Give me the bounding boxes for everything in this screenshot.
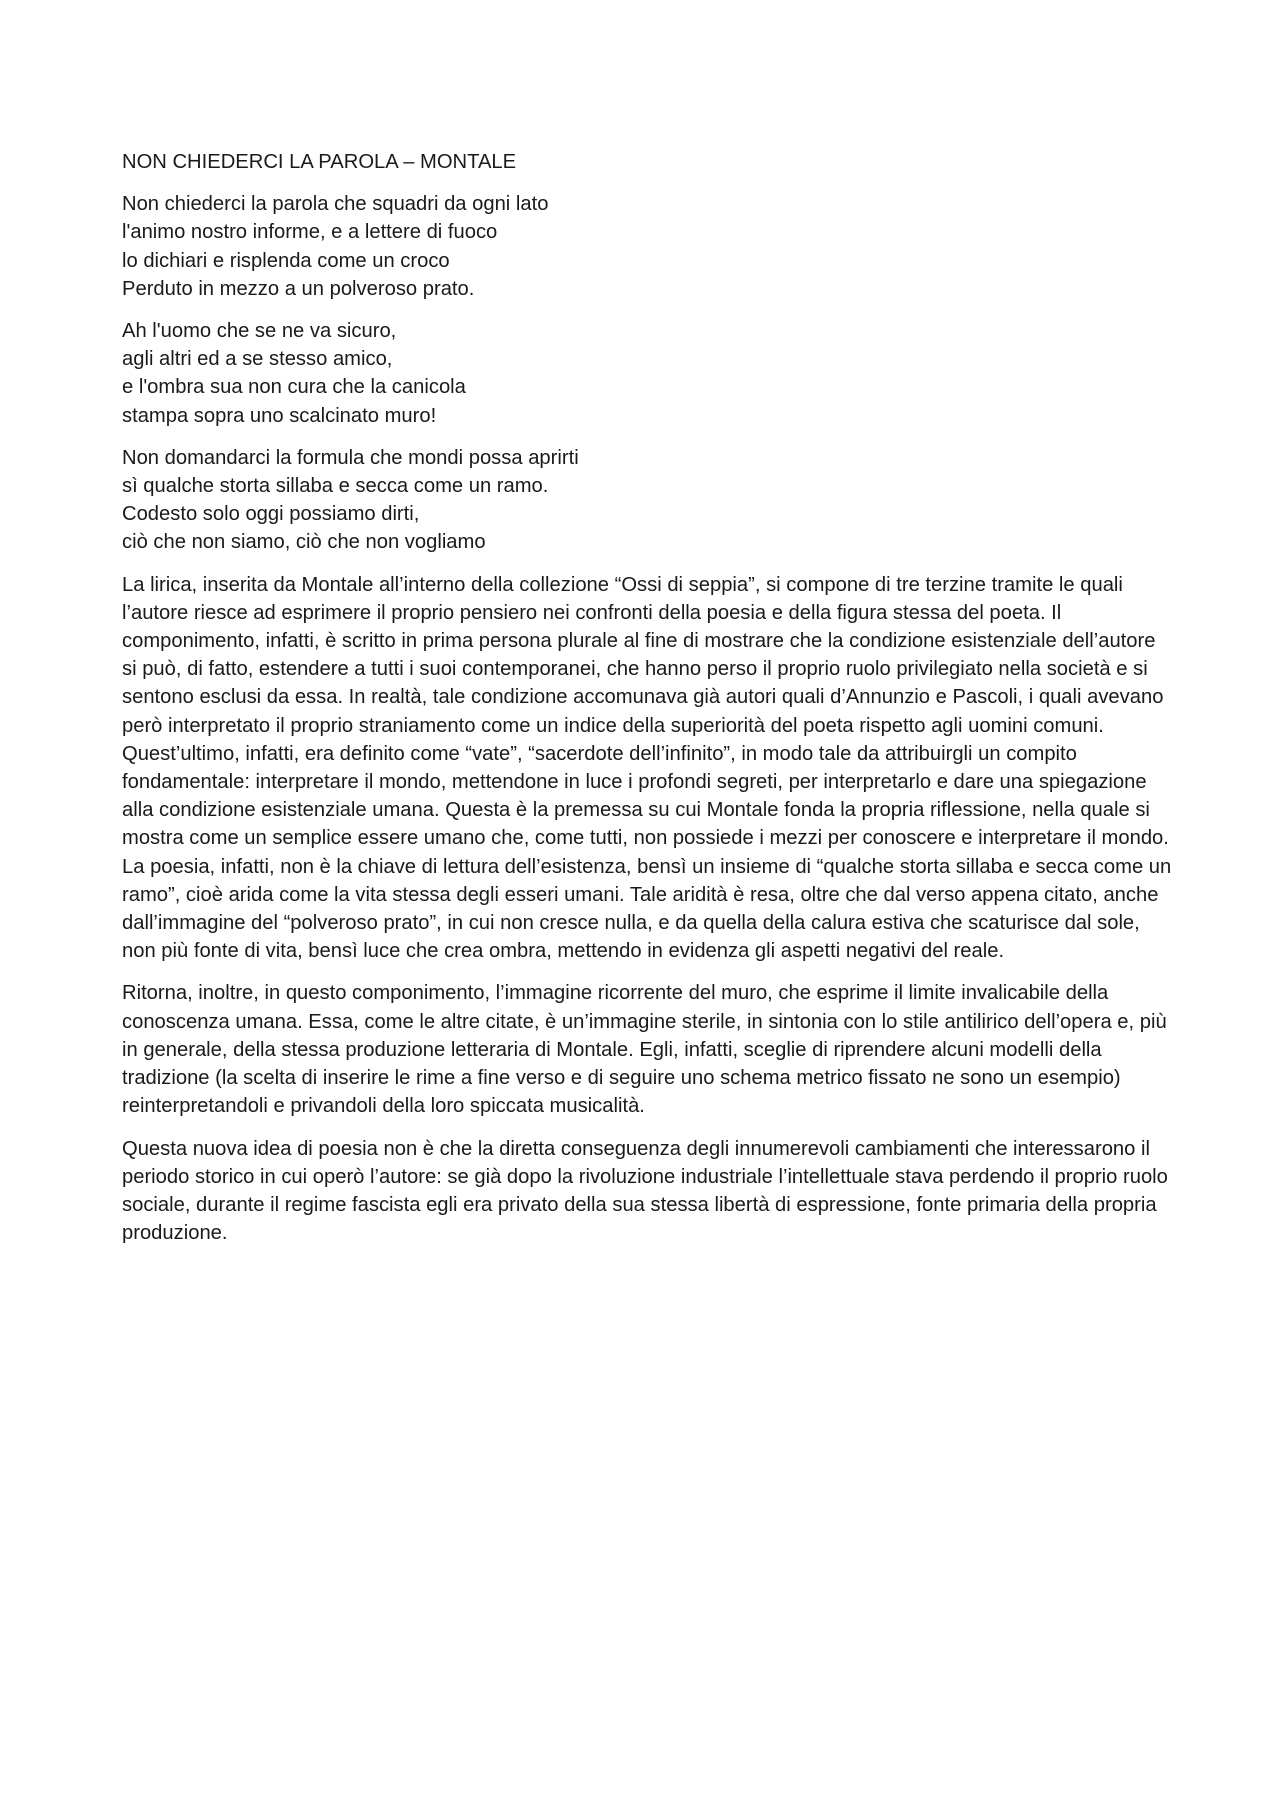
document-page (122, 148, 1172, 1261)
poem-verse: ciò che non siamo, ciò che non vogliamo (122, 531, 486, 554)
document-title: NON CHIEDERCI LA PAROLA – MONTALE (122, 151, 517, 173)
poem-verse: Non domandarci la formula che mondi possa aprirti (122, 446, 579, 469)
poem-verse: agli altri ed a se stesso amico, (122, 348, 393, 371)
analysis-paragraph-2: Ritorna, inoltre, in questo componimento, l’immagine ricorrente del muro, che esprime il limite invalicabile della conoscenza umana. Essa, come le altre citate, è un’immagine sterile, in sintonia con lo stile antilirico dell’opera e, più in generale, della stessa produzione letteraria di Montale. Egli, infatti, sceglie di riprendere alcuni modelli della tradizione (la scelta di inserire le rime a fine verso e di seguire uno schema metrico fissato ne sono un esempio) reinterpretandoli e privandoli della loro spiccata musicalità. (122, 982, 1167, 1118)
poem-stanza-2 (122, 317, 1172, 430)
poem-verse: e l'ombra sua non cura che la canicola (122, 376, 466, 399)
poem-verse: stampa sopra uno scalcinato muro! (122, 404, 437, 427)
poem-verse: Ah l'uomo che se ne va sicuro, (122, 320, 397, 343)
poem-stanza-1 (122, 190, 1172, 303)
poem-stanza-3 (122, 444, 1172, 557)
poem-verse: sì qualche storta sillaba e secca come un ramo. (122, 475, 549, 498)
poem-verse: lo dichiari e risplenda come un croco (122, 249, 450, 272)
poem-verse: Non chiederci la parola che squadri da ogni lato (122, 193, 549, 216)
analysis-paragraph-1: La lirica, inserita da Montale all’interno della collezione “Ossi di seppia”, si compone di tre terzine tramite le quali l’autore riesce ad esprimere il proprio pensiero nei confronti della poesia e della figura stessa del poeta. Il componimento, infatti, è scritto in prima persona plurale al fine di mostrare che la condizione esistenziale dell’autore si può, di fatto, estendere a tutti i suoi contemporanei, che hanno perso il proprio ruolo privilegiato nella società e si sentono esclusi da essa. In realtà, tale condizione accomunava già autori quali d’Annunzio e Pascoli, i quali avevano però interpretato il proprio straniamento come un indice della superiorità del poeta rispetto agli uomini comuni. Quest’ultimo, infatti, era definito come “vate”, “sacerdote dell’infinito”, in modo tale da attribuirgli un compito fondamentale: interpretare il mondo, mettendone in luce i profondi segreti, per interpretarlo e dare una spiegazione alla condizione esistenziale umana. Questa è la premessa su cui Montale fonda la propria riflessione, nella quale si mostra come un semplice essere umano che, come tutti, non possiede i mezzi per conoscere e interpretare il mondo. La poesia, infatti, non è la chiave di lettura dell’esistenza, bensì un insieme di “qualche storta sillaba e secca come un ramo”, cioè arida come la vita stessa degli esseri umani. Tale aridità è resa, oltre che dal verso appena citato, anche dall’immagine del “polveroso prato”, in cui non cresce nulla, e da quella della calura estiva che scaturisce dal sole, non più fonte di vita, bensì luce che crea ombra, mettendo in evidenza gli aspetti negativi del reale. (122, 573, 1172, 963)
poem-verse: l'animo nostro informe, e a lettere di fuoco (122, 221, 498, 244)
poem-verse: Perduto in mezzo a un polveroso prato. (122, 277, 475, 300)
poem-verse: Codesto solo oggi possiamo dirti, (122, 503, 420, 526)
analysis-paragraph-3: Questa nuova idea di poesia non è che la diretta conseguenza degli innumerevoli cambiamenti che interessarono il periodo storico in cui operò l’autore: se già dopo la rivoluzione industriale l’intellettuale stava perdendo il proprio ruolo sociale, durante il regime fascista egli era privato della sua stessa libertà di espressione, fonte primaria della propria produzione. (122, 1137, 1168, 1245)
